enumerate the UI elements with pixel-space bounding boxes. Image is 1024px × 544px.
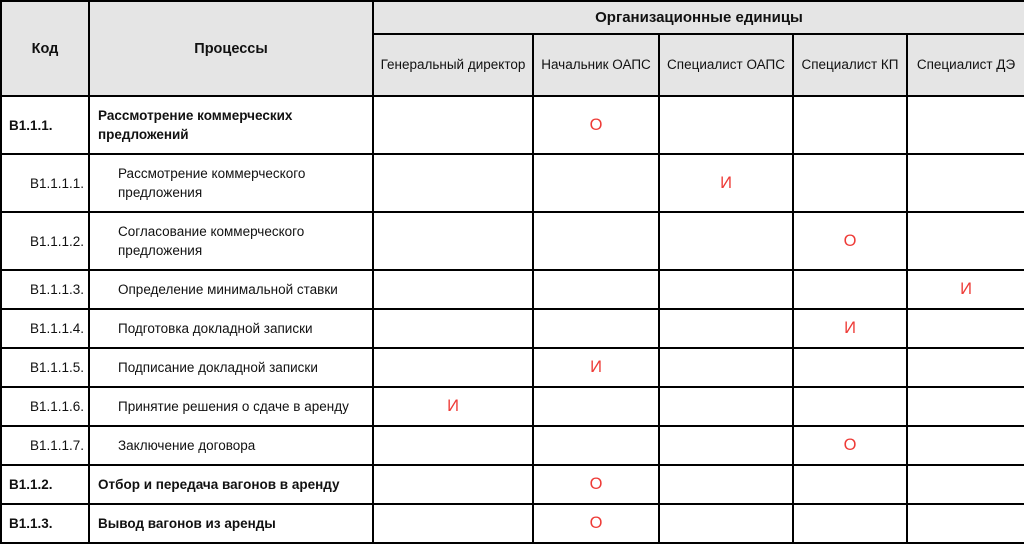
table-row	[1, 348, 1024, 387]
responsibility-marker-cell	[659, 465, 793, 504]
responsibility-marker-cell	[907, 426, 1024, 465]
responsibility-marker-cell: И	[533, 348, 659, 387]
process-name: Отбор и передача вагонов в аренду	[89, 465, 373, 504]
header-row-top	[1, 1, 1024, 34]
responsibility-marker-cell	[907, 387, 1024, 426]
responsibility-marker-cell	[793, 504, 907, 543]
table-row	[1, 504, 1024, 543]
responsibility-marker-cell	[373, 309, 533, 348]
table-row	[1, 270, 1024, 309]
responsibility-marker-cell	[659, 270, 793, 309]
responsibility-marker-cell	[373, 96, 533, 154]
responsibility-marker-cell	[907, 154, 1024, 212]
process-code: B1.1.1.3.	[1, 270, 89, 309]
responsibility-marker-cell	[907, 504, 1024, 543]
responsibility-marker-cell	[533, 387, 659, 426]
responsibility-marker-cell	[659, 96, 793, 154]
org-unit-header-specialist-de: Специалист ДЭ	[907, 34, 1024, 96]
org-units-group-header: Организационные единицы	[373, 1, 1024, 34]
process-name: Подготовка докладной записки	[89, 309, 373, 348]
responsibility-marker-cell	[793, 387, 907, 426]
responsibility-marker-cell	[659, 504, 793, 543]
responsibility-marker-cell: И	[907, 270, 1024, 309]
process-code: B1.1.2.	[1, 465, 89, 504]
responsibility-marker-cell	[373, 465, 533, 504]
responsibility-marker-cell: И	[793, 309, 907, 348]
responsibility-marker-cell	[907, 212, 1024, 270]
org-unit-header-nachalnik-oaps: Начальник ОАПС	[533, 34, 659, 96]
org-unit-header-specialist-kp: Специалист КП	[793, 34, 907, 96]
responsibility-marker-cell	[793, 348, 907, 387]
responsibility-marker-cell	[373, 212, 533, 270]
responsibility-marker-cell	[373, 504, 533, 543]
responsibility-marker-cell	[533, 212, 659, 270]
responsibility-marker-cell	[533, 270, 659, 309]
table-row	[1, 426, 1024, 465]
responsibility-marker-cell: И	[659, 154, 793, 212]
process-code: B1.1.3.	[1, 504, 89, 543]
responsibility-marker-cell	[659, 348, 793, 387]
process-code: B1.1.1.1.	[1, 154, 89, 212]
process-name: Рассмотрение коммерческих предложений	[89, 96, 373, 154]
process-code: B1.1.1.4.	[1, 309, 89, 348]
process-name: Принятие решения о сдаче в аренду	[89, 387, 373, 426]
responsibility-marker-cell	[793, 154, 907, 212]
responsibility-marker-cell	[533, 309, 659, 348]
process-code: B1.1.1.5.	[1, 348, 89, 387]
org-unit-header-specialist-oaps: Специалист ОАПС	[659, 34, 793, 96]
responsibility-marker-cell: И	[373, 387, 533, 426]
table-row	[1, 465, 1024, 504]
process-name: Определение минимальной ставки	[89, 270, 373, 309]
responsibility-marker-cell: О	[533, 504, 659, 543]
responsibility-marker-cell	[907, 96, 1024, 154]
responsibility-marker-cell: О	[793, 426, 907, 465]
responsibility-marker-cell	[793, 465, 907, 504]
table-header	[1, 1, 1024, 96]
responsibility-marker-cell	[659, 387, 793, 426]
responsibility-marker-cell: О	[793, 212, 907, 270]
process-name: Согласование коммерческого предложения	[89, 212, 373, 270]
process-code: B1.1.1.	[1, 96, 89, 154]
table-row	[1, 387, 1024, 426]
responsibility-marker-cell	[907, 465, 1024, 504]
process-name: Заключение договора	[89, 426, 373, 465]
process-code: B1.1.1.7.	[1, 426, 89, 465]
process-name: Рассмотрение коммерческого предложения	[89, 154, 373, 212]
responsibility-marker-cell	[533, 426, 659, 465]
org-unit-header-general-director: Генеральный директор	[373, 34, 533, 96]
responsibility-marker-cell	[793, 270, 907, 309]
code-column-header: Код	[1, 1, 89, 96]
process-code: B1.1.1.6.	[1, 387, 89, 426]
responsibility-marker-cell	[659, 212, 793, 270]
responsibility-marker-cell	[659, 426, 793, 465]
responsibility-marker-cell	[373, 154, 533, 212]
process-code: B1.1.1.2.	[1, 212, 89, 270]
table-row	[1, 96, 1024, 154]
table-row	[1, 154, 1024, 212]
table-body	[1, 96, 1024, 543]
responsibility-marker-cell	[907, 348, 1024, 387]
process-column-header: Процессы	[89, 1, 373, 96]
responsibility-marker-cell	[907, 309, 1024, 348]
responsibility-marker-cell	[373, 426, 533, 465]
responsibility-marker-cell	[533, 154, 659, 212]
table-row	[1, 212, 1024, 270]
process-name: Вывод вагонов из аренды	[89, 504, 373, 543]
responsibility-marker-cell	[659, 309, 793, 348]
responsibility-marker-cell: О	[533, 465, 659, 504]
responsibility-marker-cell	[793, 96, 907, 154]
responsibility-marker-cell	[373, 270, 533, 309]
process-name: Подписание докладной записки	[89, 348, 373, 387]
responsibility-marker-cell	[373, 348, 533, 387]
responsibility-marker-cell: О	[533, 96, 659, 154]
table-row	[1, 309, 1024, 348]
